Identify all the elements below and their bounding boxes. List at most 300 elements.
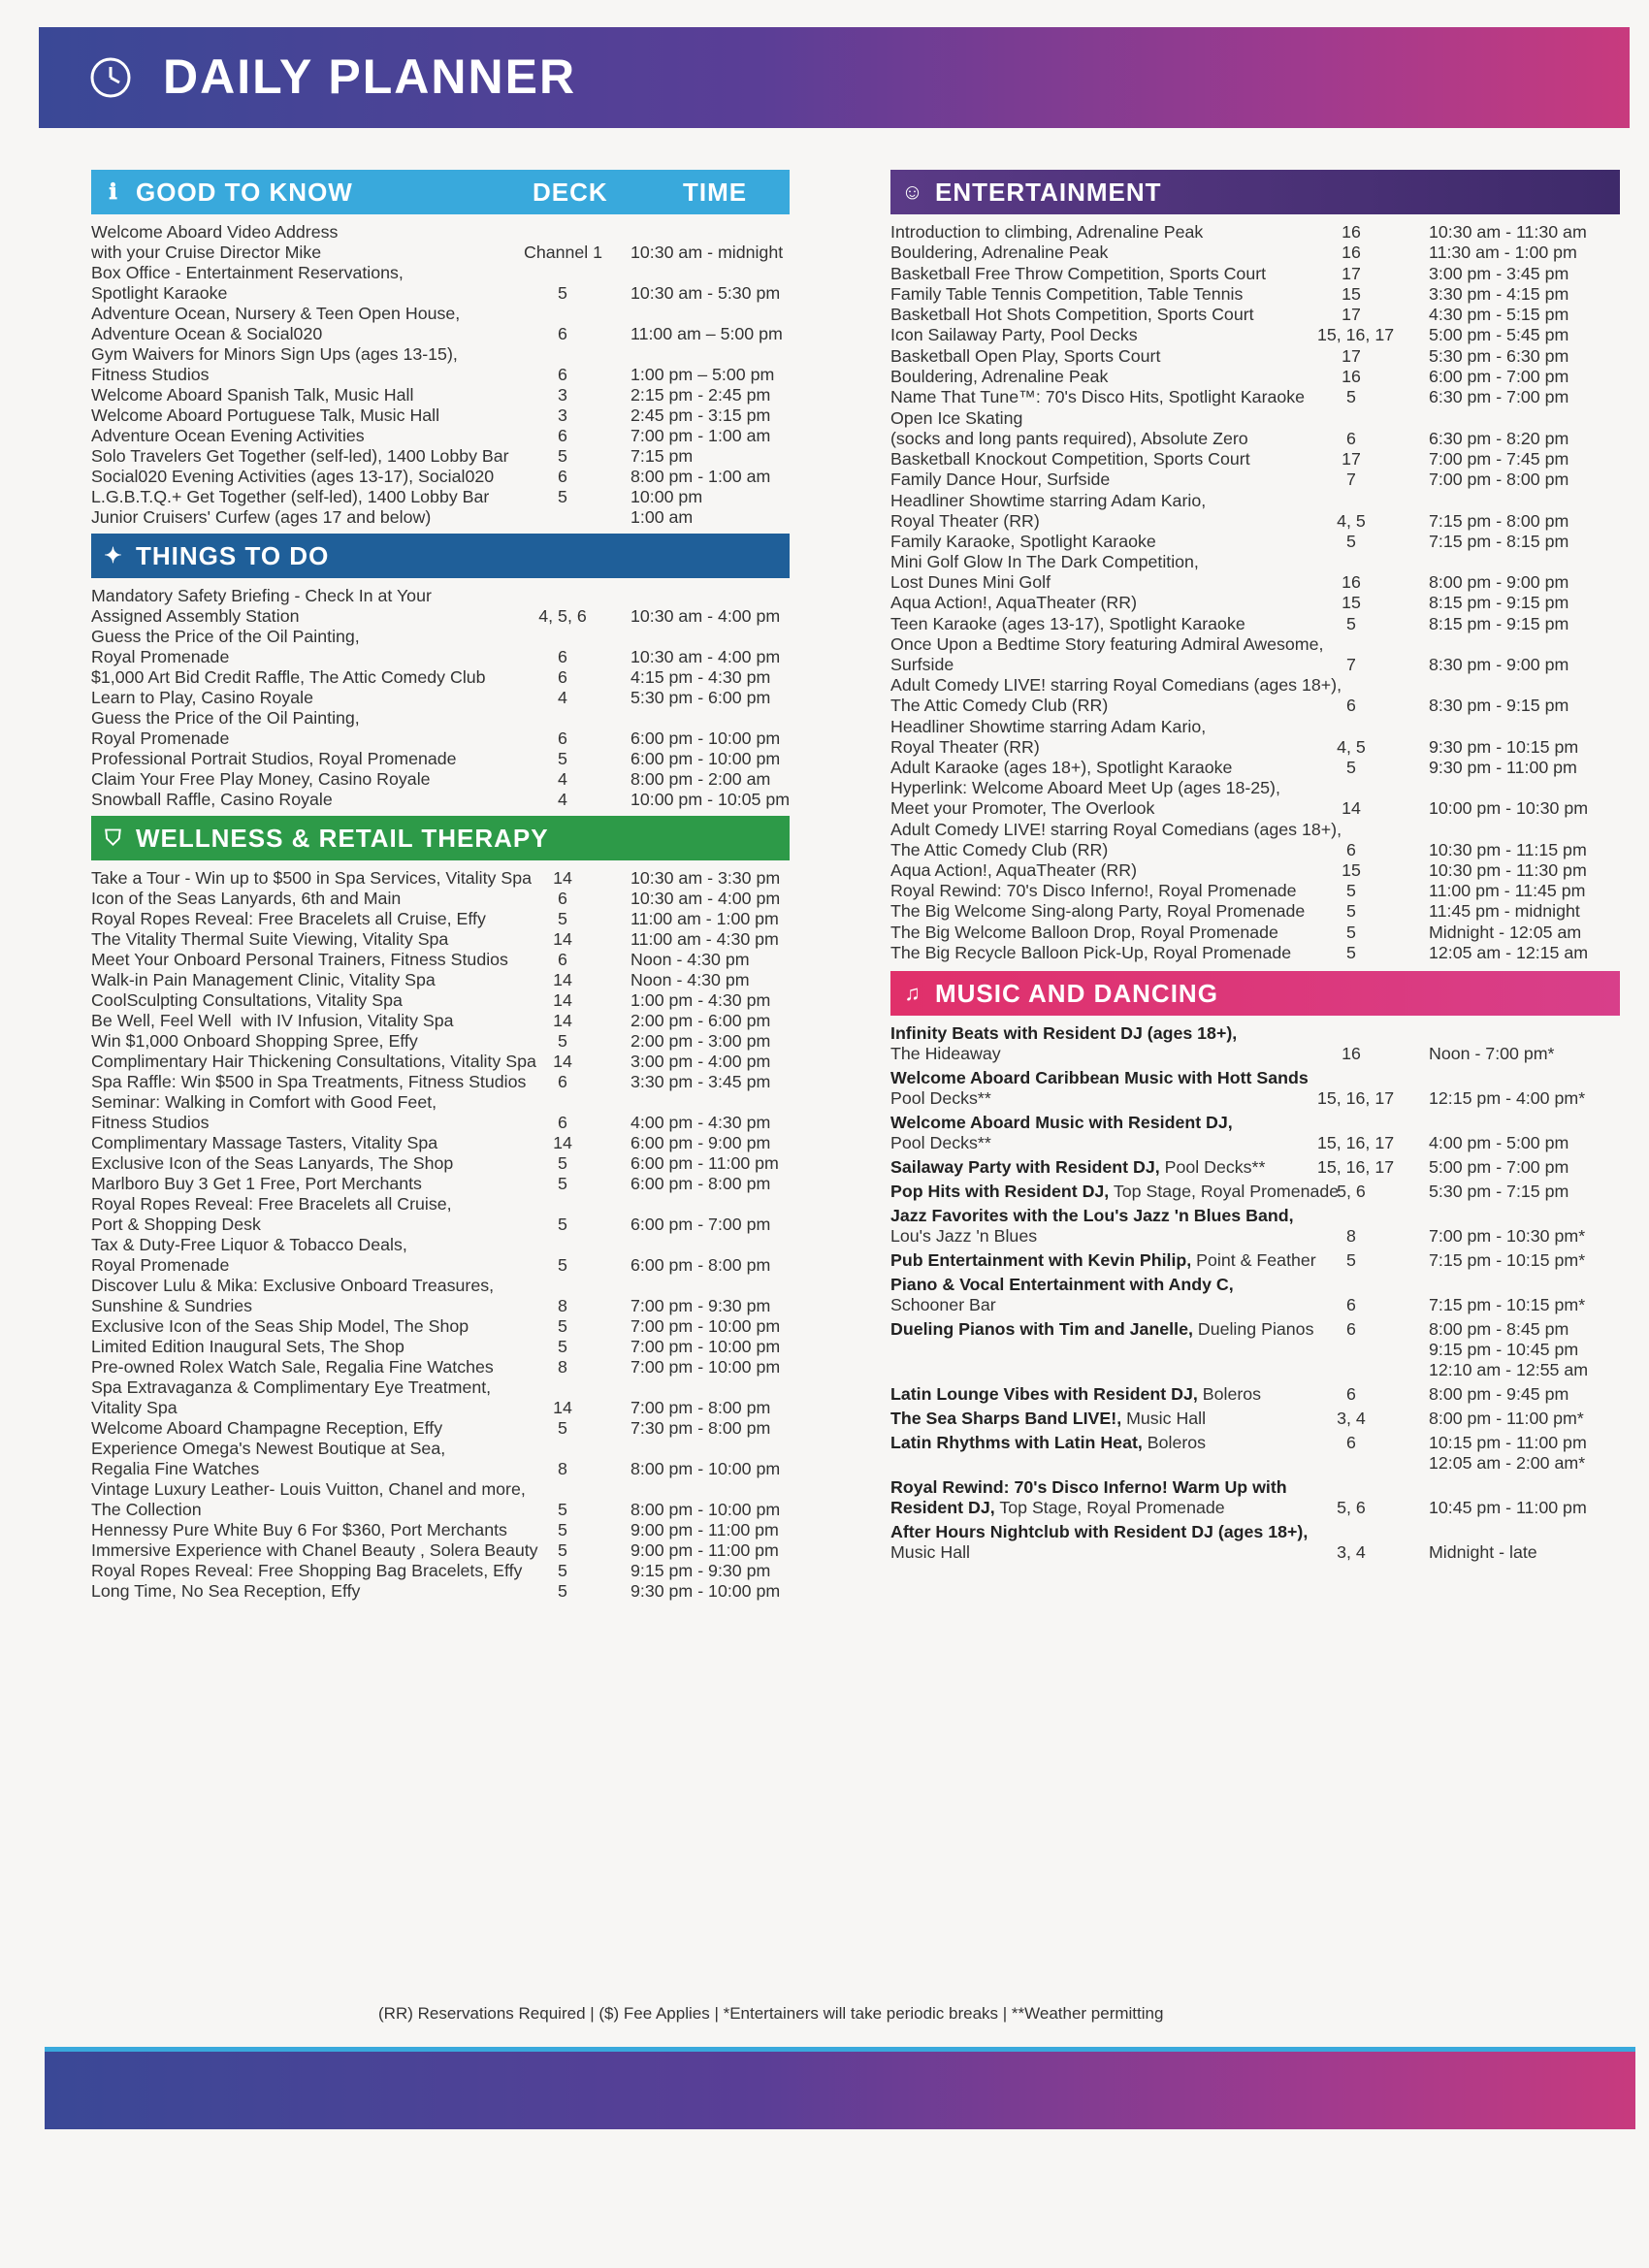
schedule-row bbox=[890, 1023, 1620, 1064]
time-value: 6:00 pm - 7:00 pm bbox=[630, 1215, 771, 1234]
deck-value: 5 bbox=[1346, 531, 1356, 551]
activity-name: Once Upon a Bedtime Story featuring Admiral Awesome, Surfside bbox=[890, 634, 1324, 675]
activity-name: Royal Rewind: 70's Disco Inferno!, Royal Promenade bbox=[890, 881, 1297, 901]
schedule-row bbox=[91, 749, 790, 769]
deck-value: 6 bbox=[1346, 1319, 1356, 1340]
deck-value: 14 bbox=[553, 929, 572, 949]
schedule-row bbox=[91, 950, 790, 970]
schedule-row bbox=[91, 487, 790, 507]
activity-name: Basketball Free Throw Competition, Sports Court bbox=[890, 263, 1267, 283]
deck-value: 5 bbox=[558, 1581, 567, 1601]
deck-value: 17 bbox=[1342, 305, 1361, 325]
time-value: 1:00 pm - 4:30 pm bbox=[630, 990, 771, 1010]
activity-title: Piano & Vocal Entertainment with Andy C, bbox=[890, 1275, 1234, 1295]
activity-name: CoolSculpting Consultations, Vitality Spa bbox=[91, 990, 403, 1010]
deck-value: 14 bbox=[553, 868, 572, 888]
deck-value: 17 bbox=[1342, 448, 1361, 469]
activity-title: Latin Rhythms with Latin Heat, bbox=[890, 1433, 1143, 1453]
schedule-row bbox=[91, 1153, 790, 1174]
schedule-row bbox=[91, 1031, 790, 1052]
deck-value: 5 bbox=[1346, 943, 1356, 963]
schedule-row bbox=[890, 614, 1620, 634]
activity-title: Infinity Beats with Resident DJ (ages 18+), bbox=[890, 1023, 1238, 1044]
time-value: 5:00 pm - 5:45 pm bbox=[1429, 325, 1569, 345]
schedule-row bbox=[890, 860, 1620, 881]
shopping-bag-icon: ⛉ bbox=[105, 826, 122, 850]
activity-name: Adventure Ocean Evening Activities bbox=[91, 426, 365, 445]
schedule-row bbox=[91, 586, 790, 627]
activity-name: Exclusive Icon of the Seas Ship Model, The Shop bbox=[91, 1316, 469, 1336]
activity-venue: Top Stage, Royal Promenade bbox=[994, 1498, 1225, 1518]
activity-name: Hennessy Pure White Buy 6 For $360, Port Merchants bbox=[91, 1520, 507, 1539]
schedule-row bbox=[91, 667, 790, 688]
wellness-header: ⛉ WELLNESS & RETAIL THERAPY bbox=[91, 816, 790, 860]
time-value: 8:30 pm - 9:15 pm bbox=[1429, 696, 1569, 716]
activity-name: Icon of the Seas Lanyards, 6th and Main bbox=[91, 889, 402, 908]
time-value: 8:30 pm - 9:00 pm bbox=[1429, 655, 1569, 675]
activity-name: Bouldering, Adrenaline Peak bbox=[890, 367, 1109, 387]
time-value: 8:00 pm - 11:00 pm* bbox=[1429, 1409, 1584, 1429]
deck-value: 5 bbox=[1346, 922, 1356, 942]
time-value: 2:00 pm - 3:00 pm bbox=[630, 1031, 771, 1051]
schedule-row bbox=[91, 708, 790, 749]
activity-name: Gym Waivers for Minors Sign Ups (ages 13-15), Fitness Studios bbox=[91, 344, 458, 384]
activity-name: Win $1,000 Onboard Shopping Spree, Effy bbox=[91, 1031, 418, 1051]
schedule-row bbox=[91, 263, 790, 304]
schedule-row bbox=[91, 1439, 790, 1479]
schedule-row bbox=[91, 688, 790, 708]
deck-value: 14 bbox=[553, 1133, 572, 1152]
time-value: 7:00 pm - 10:00 pm bbox=[630, 1337, 781, 1356]
activity-name: Basketball Knockout Competition, Sports Court bbox=[890, 448, 1250, 469]
schedule-row bbox=[91, 304, 790, 344]
deck-value: 6 bbox=[558, 426, 567, 445]
activity-name: Aqua Action!, AquaTheater (RR) bbox=[890, 859, 1138, 880]
deck-value: 5, 6 bbox=[1337, 1182, 1366, 1202]
time-value: 8:00 pm - 9:45 pm bbox=[1429, 1384, 1569, 1405]
schedule-row bbox=[91, 467, 790, 487]
deck-value: 4, 5 bbox=[1337, 736, 1366, 757]
activity-name: Name That Tune™: 70's Disco Hits, Spotlight Karaoke bbox=[890, 387, 1306, 407]
activity-name: Solo Travelers Get Together (self-led), 1400 Lobby Bar bbox=[91, 446, 509, 466]
activity-title: Royal Rewind: 70's Disco Inferno! Warm Up with Resident DJ, bbox=[890, 1477, 1287, 1518]
time-value: Midnight - 12:05 am bbox=[1429, 922, 1582, 942]
schedule-row bbox=[91, 385, 790, 405]
time-value: 4:30 pm - 5:15 pm bbox=[1429, 305, 1569, 325]
bottom-band bbox=[45, 2047, 1635, 2129]
activity-name: Learn to Play, Casino Royale bbox=[91, 688, 313, 707]
activity-venue: Lou's Jazz 'n Blues bbox=[890, 1226, 1038, 1247]
schedule-row bbox=[890, 552, 1620, 593]
deck-value: 6 bbox=[558, 467, 567, 486]
entertainment-list bbox=[890, 222, 1620, 963]
activity-name bbox=[890, 1384, 1317, 1405]
schedule-row bbox=[91, 868, 790, 889]
deck-value: 8 bbox=[558, 1296, 567, 1315]
deck-value: 5 bbox=[558, 1500, 567, 1519]
activity-title: Dueling Pianos with Tim and Janelle, bbox=[890, 1319, 1193, 1340]
activity-venue: Dueling Pianos bbox=[1192, 1319, 1314, 1340]
time-value: 10:30 am - 4:00 pm bbox=[630, 647, 781, 666]
time-column-label: TIME bbox=[683, 178, 748, 207]
schedule-row bbox=[890, 367, 1620, 387]
schedule-row bbox=[91, 1479, 790, 1520]
schedule-row bbox=[91, 1418, 790, 1439]
activity-title: The Sea Sharps Band LIVE!, bbox=[890, 1409, 1122, 1429]
activity-name: Headliner Showtime starring Adam Kario, Royal Theater (RR) bbox=[890, 490, 1207, 531]
time-value: 3:00 pm - 3:45 pm bbox=[1429, 263, 1569, 283]
schedule-row bbox=[890, 675, 1620, 716]
time-value: 10:00 pm bbox=[630, 487, 703, 506]
deck-value: 5 bbox=[558, 1153, 567, 1173]
time-value: 6:30 pm - 8:20 pm bbox=[1429, 428, 1569, 448]
activity-venue: Pool Decks** bbox=[890, 1133, 991, 1153]
deck-value: 15, 16, 17 bbox=[1317, 325, 1395, 345]
activity-name: Vintage Luxury Leather- Louis Vuitton, Chanel and more, The Collection bbox=[91, 1479, 526, 1519]
time-value: 7:15 pm - 10:15 pm* bbox=[1429, 1250, 1586, 1271]
time-value: 9:00 pm - 11:00 pm bbox=[630, 1520, 779, 1539]
activity-name: Basketball Open Play, Sports Court bbox=[890, 345, 1161, 366]
schedule-row bbox=[91, 1581, 790, 1602]
music-list bbox=[890, 1023, 1620, 1563]
deck-value: 8 bbox=[558, 1357, 567, 1377]
deck-value: 5 bbox=[558, 749, 567, 768]
time-value: 1:00 pm – 5:00 pm bbox=[630, 365, 775, 384]
things-to-do-header: ✦ THINGS TO DO bbox=[91, 534, 790, 578]
time-value: 7:15 pm - 10:15 pm* bbox=[1429, 1295, 1586, 1315]
activity-name bbox=[890, 1206, 1317, 1247]
deck-value: 4 bbox=[558, 769, 567, 789]
activity-name: Aqua Action!, AquaTheater (RR) bbox=[890, 593, 1138, 613]
deck-value: 5 bbox=[1346, 881, 1356, 901]
activity-name: Marlboro Buy 3 Get 1 Free, Port Merchants bbox=[91, 1174, 422, 1193]
schedule-row bbox=[890, 346, 1620, 367]
activity-name: Exclusive Icon of the Seas Lanyards, The Shop bbox=[91, 1153, 454, 1173]
activity-name: Claim Your Free Play Money, Casino Royale bbox=[91, 769, 431, 789]
schedule-row bbox=[890, 1522, 1620, 1563]
schedule-row bbox=[890, 1433, 1620, 1474]
deck-value: 5 bbox=[558, 1316, 567, 1336]
deck-value: 16 bbox=[1342, 572, 1361, 593]
activity-name bbox=[890, 1068, 1317, 1109]
deck-value: 7 bbox=[1346, 470, 1356, 490]
schedule-row bbox=[91, 1072, 790, 1092]
entertainment-header: ☺ ENTERTAINMENT bbox=[890, 170, 1620, 214]
time-value: 8:00 pm - 8:45 pm 9:15 pm - 10:45 pm 12:10 am - 12:55 am bbox=[1429, 1319, 1589, 1380]
time-value: 8:00 pm - 1:00 am bbox=[630, 467, 771, 486]
schedule-row bbox=[91, 1337, 790, 1357]
activity-name: Open Ice Skating (socks and long pants required), Absolute Zero bbox=[890, 407, 1248, 448]
schedule-row bbox=[91, 222, 790, 263]
activity-name: Welcome Aboard Champagne Reception, Effy bbox=[91, 1418, 443, 1438]
schedule-row bbox=[890, 1113, 1620, 1153]
time-value: 12:05 am - 12:15 am bbox=[1429, 943, 1589, 963]
deck-value: 3, 4 bbox=[1337, 1409, 1366, 1429]
schedule-row bbox=[890, 264, 1620, 284]
activity-name: The Big Welcome Balloon Drop, Royal Promenade bbox=[890, 922, 1278, 942]
activity-name: Bouldering, Adrenaline Peak bbox=[890, 243, 1109, 263]
deck-value: 5 bbox=[558, 909, 567, 928]
time-value: 10:00 pm - 10:05 pm bbox=[630, 790, 791, 809]
time-value: 6:00 pm - 7:00 pm bbox=[1429, 367, 1569, 387]
music-note-icon: ♫ bbox=[904, 981, 922, 1006]
schedule-row bbox=[890, 470, 1620, 490]
schedule-row bbox=[890, 532, 1620, 552]
schedule-row bbox=[91, 1377, 790, 1418]
good-to-know-header: ℹ GOOD TO KNOW DECK TIME bbox=[91, 170, 790, 214]
activity-name: Long Time, No Sea Reception, Effy bbox=[91, 1581, 361, 1601]
activity-name: Welcome Aboard Spanish Talk, Music Hall bbox=[91, 385, 414, 405]
activity-name: Teen Karaoke (ages 13-17), Spotlight Karaoke bbox=[890, 613, 1245, 633]
deck-value: 5 bbox=[558, 1561, 567, 1580]
deck-value: 6 bbox=[1346, 696, 1356, 716]
deck-value: 5 bbox=[1346, 901, 1356, 922]
activity-name: The Big Recycle Balloon Pick-Up, Royal Promenade bbox=[890, 943, 1292, 963]
schedule-row bbox=[890, 758, 1620, 778]
activity-venue: Top Stage, Royal Promenade bbox=[1109, 1182, 1340, 1202]
deck-value: 5 bbox=[1346, 1250, 1356, 1271]
activity-name: Social020 Evening Activities (ages 13-17), Social020 bbox=[91, 467, 495, 486]
schedule-row bbox=[890, 491, 1620, 532]
activity-name bbox=[890, 1157, 1317, 1178]
schedule-row bbox=[890, 1477, 1620, 1518]
time-value: 8:00 pm - 10:00 pm bbox=[630, 1459, 781, 1478]
activity-name: Royal Ropes Reveal: Free Bracelets all Cruise, Port & Shopping Desk bbox=[91, 1194, 452, 1234]
schedule-row bbox=[890, 778, 1620, 819]
time-value: 6:00 pm - 11:00 pm bbox=[630, 1153, 779, 1173]
daily-planner-banner bbox=[39, 27, 1630, 128]
deck-value: 6 bbox=[558, 1113, 567, 1132]
wellness-list bbox=[91, 868, 790, 1602]
time-value: 11:00 pm - 11:45 pm bbox=[1429, 881, 1586, 901]
deck-value: 5 bbox=[1346, 757, 1356, 777]
deck-value: 14 bbox=[553, 990, 572, 1010]
deck-value: 16 bbox=[1342, 367, 1361, 387]
time-value: 10:30 pm - 11:15 pm bbox=[1429, 839, 1587, 859]
schedule-row bbox=[91, 1276, 790, 1316]
clock-icon bbox=[89, 56, 132, 99]
activity-name bbox=[890, 1409, 1317, 1429]
schedule-row bbox=[91, 790, 790, 810]
schedule-row bbox=[890, 1157, 1620, 1178]
schedule-row bbox=[91, 1011, 790, 1031]
deck-value: 15 bbox=[1342, 593, 1361, 613]
time-value: 4:15 pm - 4:30 pm bbox=[630, 667, 771, 687]
activity-name: Walk-in Pain Management Clinic, Vitality Spa bbox=[91, 970, 436, 989]
time-value: 7:30 pm - 8:00 pm bbox=[630, 1418, 771, 1438]
schedule-row bbox=[91, 627, 790, 667]
time-value: 6:00 pm - 10:00 pm bbox=[630, 749, 781, 768]
deck-value: 15, 16, 17 bbox=[1317, 1133, 1395, 1153]
activity-title: Pop Hits with Resident DJ, bbox=[890, 1182, 1110, 1202]
things-to-do-list bbox=[91, 586, 790, 810]
schedule-row bbox=[890, 717, 1620, 758]
time-value: 10:30 am - midnight bbox=[630, 243, 784, 262]
activity-name: Seminar: Walking in Comfort with Good Feet, Fitness Studios bbox=[91, 1092, 437, 1132]
deck-value: 15, 16, 17 bbox=[1317, 1088, 1395, 1109]
time-value: 7:15 pm - 8:00 pm bbox=[1429, 510, 1569, 531]
activity-icon: ✦ bbox=[104, 543, 123, 567]
time-value: Midnight - late bbox=[1429, 1542, 1537, 1563]
deck-value: 16 bbox=[1342, 222, 1361, 242]
schedule-row bbox=[890, 1409, 1620, 1429]
time-value: 7:15 pm - 8:15 pm bbox=[1429, 531, 1569, 551]
deck-value: 17 bbox=[1342, 345, 1361, 366]
deck-value: 5 bbox=[558, 1255, 567, 1275]
activity-name: Limited Edition Inaugural Sets, The Shop bbox=[91, 1337, 404, 1356]
deck-value: 5 bbox=[1346, 613, 1356, 633]
activity-name: The Vitality Thermal Suite Viewing, Vitality Spa bbox=[91, 929, 449, 949]
time-value: 11:00 am - 1:00 pm bbox=[630, 909, 779, 928]
activity-venue: Boleros bbox=[1197, 1384, 1262, 1405]
time-value: 10:15 pm - 11:00 pm 12:05 am - 2:00 am* bbox=[1429, 1433, 1587, 1474]
schedule-row bbox=[890, 634, 1620, 675]
schedule-row bbox=[890, 1206, 1620, 1247]
activity-venue: Pool Decks** bbox=[890, 1088, 991, 1109]
time-value: 3:00 pm - 4:00 pm bbox=[630, 1052, 771, 1071]
activity-name: Guess the Price of the Oil Painting, Royal Promenade bbox=[91, 627, 360, 666]
time-value: 6:00 pm - 8:00 pm bbox=[630, 1255, 771, 1275]
info-icon: ℹ bbox=[109, 179, 118, 204]
time-value: 2:15 pm - 2:45 pm bbox=[630, 385, 771, 405]
schedule-row bbox=[91, 1194, 790, 1235]
time-value: 4:00 pm - 5:00 pm bbox=[1429, 1133, 1569, 1153]
time-value: 3:30 pm - 4:15 pm bbox=[1429, 283, 1569, 304]
schedule-row bbox=[890, 408, 1620, 449]
activity-venue: The Hideaway bbox=[890, 1044, 1001, 1064]
activity-name: Tax & Duty-Free Liquor & Tobacco Deals, Royal Promenade bbox=[91, 1235, 407, 1275]
schedule-row bbox=[91, 446, 790, 467]
activity-name bbox=[890, 1113, 1317, 1153]
schedule-row bbox=[890, 901, 1620, 922]
deck-value: 14 bbox=[553, 1011, 572, 1030]
activity-name: Pre-owned Rolex Watch Sale, Regalia Fine Watches bbox=[91, 1357, 494, 1377]
deck-value: 5 bbox=[558, 1520, 567, 1539]
activity-name: Mandatory Safety Briefing - Check In at Your Assigned Assembly Station bbox=[91, 586, 432, 626]
deck-value: 5 bbox=[558, 487, 567, 506]
activity-name: Take a Tour - Win up to $500 in Spa Services, Vitality Spa bbox=[91, 868, 532, 888]
activity-name bbox=[890, 1477, 1317, 1518]
deck-value: 6 bbox=[558, 324, 567, 343]
deck-value: 6 bbox=[1346, 1433, 1356, 1453]
activity-name: Royal Ropes Reveal: Free Bracelets all Cruise, Effy bbox=[91, 909, 486, 928]
schedule-row bbox=[890, 1182, 1620, 1202]
activity-name: Headliner Showtime starring Adam Kario, Royal Theater (RR) bbox=[890, 716, 1207, 757]
activity-venue: Music Hall bbox=[1121, 1409, 1207, 1429]
deck-value: 17 bbox=[1342, 263, 1361, 283]
time-value: 5:30 pm - 6:30 pm bbox=[1429, 345, 1569, 366]
activity-name: Adult Comedy LIVE! starring Royal Comedians (ages 18+), The Attic Comedy Club (RR) bbox=[890, 675, 1342, 716]
time-value: 8:00 pm - 2:00 am bbox=[630, 769, 771, 789]
deck-value: 5 bbox=[558, 283, 567, 303]
schedule-row bbox=[91, 405, 790, 426]
activity-name: The Big Welcome Sing-along Party, Royal Promenade bbox=[890, 901, 1306, 922]
schedule-row bbox=[91, 1052, 790, 1072]
deck-value: 5 bbox=[558, 1540, 567, 1560]
activity-name: Mini Golf Glow In The Dark Competition, Lost Dunes Mini Golf bbox=[890, 552, 1199, 593]
time-value: 11:00 am - 4:30 pm bbox=[630, 929, 779, 949]
activity-name: Hyperlink: Welcome Aboard Meet Up (ages 18-25), Meet your Promoter, The Overlook bbox=[890, 778, 1280, 819]
schedule-row bbox=[91, 1540, 790, 1561]
time-value: 1:00 am bbox=[630, 507, 694, 527]
time-value: Noon - 7:00 pm* bbox=[1429, 1044, 1555, 1064]
schedule-row bbox=[91, 426, 790, 446]
activity-name: Complimentary Hair Thickening Consultations, Vitality Spa bbox=[91, 1052, 536, 1071]
time-value: 7:00 pm - 1:00 am bbox=[630, 426, 771, 445]
schedule-row bbox=[91, 909, 790, 929]
time-value: 10:30 am - 4:00 pm bbox=[630, 606, 781, 626]
deck-value: 6 bbox=[1346, 1295, 1356, 1315]
schedule-row bbox=[91, 1520, 790, 1540]
deck-value: 4, 5 bbox=[1337, 510, 1366, 531]
activity-name bbox=[890, 1433, 1317, 1453]
time-value: 7:00 pm - 8:00 pm bbox=[1429, 470, 1569, 490]
activity-name: $1,000 Art Bid Credit Raffle, The Attic Comedy Club bbox=[91, 667, 486, 687]
time-value: 7:00 pm - 10:30 pm* bbox=[1429, 1226, 1586, 1247]
activity-name: Immersive Experience with Chanel Beauty , Solera Beauty bbox=[91, 1540, 538, 1560]
deck-column-label: DECK bbox=[533, 178, 608, 207]
schedule-row bbox=[890, 943, 1620, 963]
activity-venue: Point & Feather bbox=[1191, 1250, 1316, 1271]
time-value: 3:30 pm - 3:45 pm bbox=[630, 1072, 771, 1091]
activity-name: Be Well, Feel Well with IV Infusion, Vitality Spa bbox=[91, 1011, 454, 1030]
left-column bbox=[91, 170, 790, 1602]
activity-name: Introduction to climbing, Adrenaline Peak bbox=[890, 222, 1204, 242]
deck-value: 5 bbox=[558, 1215, 567, 1234]
deck-value: 14 bbox=[553, 1052, 572, 1071]
schedule-row bbox=[890, 593, 1620, 613]
time-value: 5:00 pm - 7:00 pm bbox=[1429, 1157, 1569, 1178]
schedule-row bbox=[890, 1068, 1620, 1109]
deck-value: 5 bbox=[558, 1174, 567, 1193]
activity-name: L.G.B.T.Q.+ Get Together (self-led), 1400 Lobby Bar bbox=[91, 487, 490, 506]
time-value: 10:30 pm - 11:30 pm bbox=[1429, 859, 1587, 880]
deck-value: 3, 4 bbox=[1337, 1542, 1366, 1563]
time-value: 10:30 am - 11:30 am bbox=[1429, 222, 1587, 242]
activity-name: Royal Ropes Reveal: Free Shopping Bag Bracelets, Effy bbox=[91, 1561, 523, 1580]
deck-value: 14 bbox=[553, 1398, 572, 1417]
activity-title: Welcome Aboard Music with Resident DJ, bbox=[890, 1113, 1233, 1133]
schedule-row bbox=[890, 325, 1620, 345]
deck-value: 6 bbox=[558, 729, 567, 748]
deck-value: 7 bbox=[1346, 655, 1356, 675]
schedule-row bbox=[91, 507, 790, 528]
time-value: 11:00 am – 5:00 pm bbox=[630, 324, 783, 343]
activity-name: Junior Cruisers' Curfew (ages 17 and below) bbox=[91, 507, 432, 527]
activity-name: Family Dance Hour, Surfside bbox=[890, 470, 1111, 490]
deck-value: 6 bbox=[558, 365, 567, 384]
time-value: 7:15 pm bbox=[630, 446, 694, 466]
activity-name bbox=[890, 1522, 1317, 1563]
activity-venue: Pool Decks** bbox=[1159, 1157, 1266, 1178]
time-value: 5:30 pm - 7:15 pm bbox=[1429, 1182, 1569, 1202]
activity-name: Adult Karaoke (ages 18+), Spotlight Karaoke bbox=[890, 757, 1233, 777]
schedule-row bbox=[91, 1235, 790, 1276]
schedule-row bbox=[890, 1275, 1620, 1315]
activity-name: Welcome Aboard Video Address with your Cruise Director Mike bbox=[91, 222, 339, 262]
schedule-row bbox=[890, 1250, 1620, 1271]
footer-legend: (RR) Reservations Required | ($) Fee Applies | *Entertainers will take periodic breaks | **Weather permitting bbox=[378, 2004, 1164, 2023]
schedule-row bbox=[91, 990, 790, 1011]
schedule-row bbox=[91, 929, 790, 950]
activity-name: Spa Extravaganza & Complimentary Eye Treatment, Vitality Spa bbox=[91, 1377, 492, 1417]
deck-value: 3 bbox=[558, 385, 567, 405]
time-value: 7:00 pm - 8:00 pm bbox=[630, 1398, 771, 1417]
time-value: 10:45 pm - 11:00 pm bbox=[1429, 1498, 1587, 1518]
activity-name: Professional Portrait Studios, Royal Promenade bbox=[91, 749, 457, 768]
activity-name: Discover Lulu & Mika: Exclusive Onboard Treasures, Sunshine & Sundries bbox=[91, 1276, 495, 1315]
activity-venue: Music Hall bbox=[890, 1542, 971, 1563]
